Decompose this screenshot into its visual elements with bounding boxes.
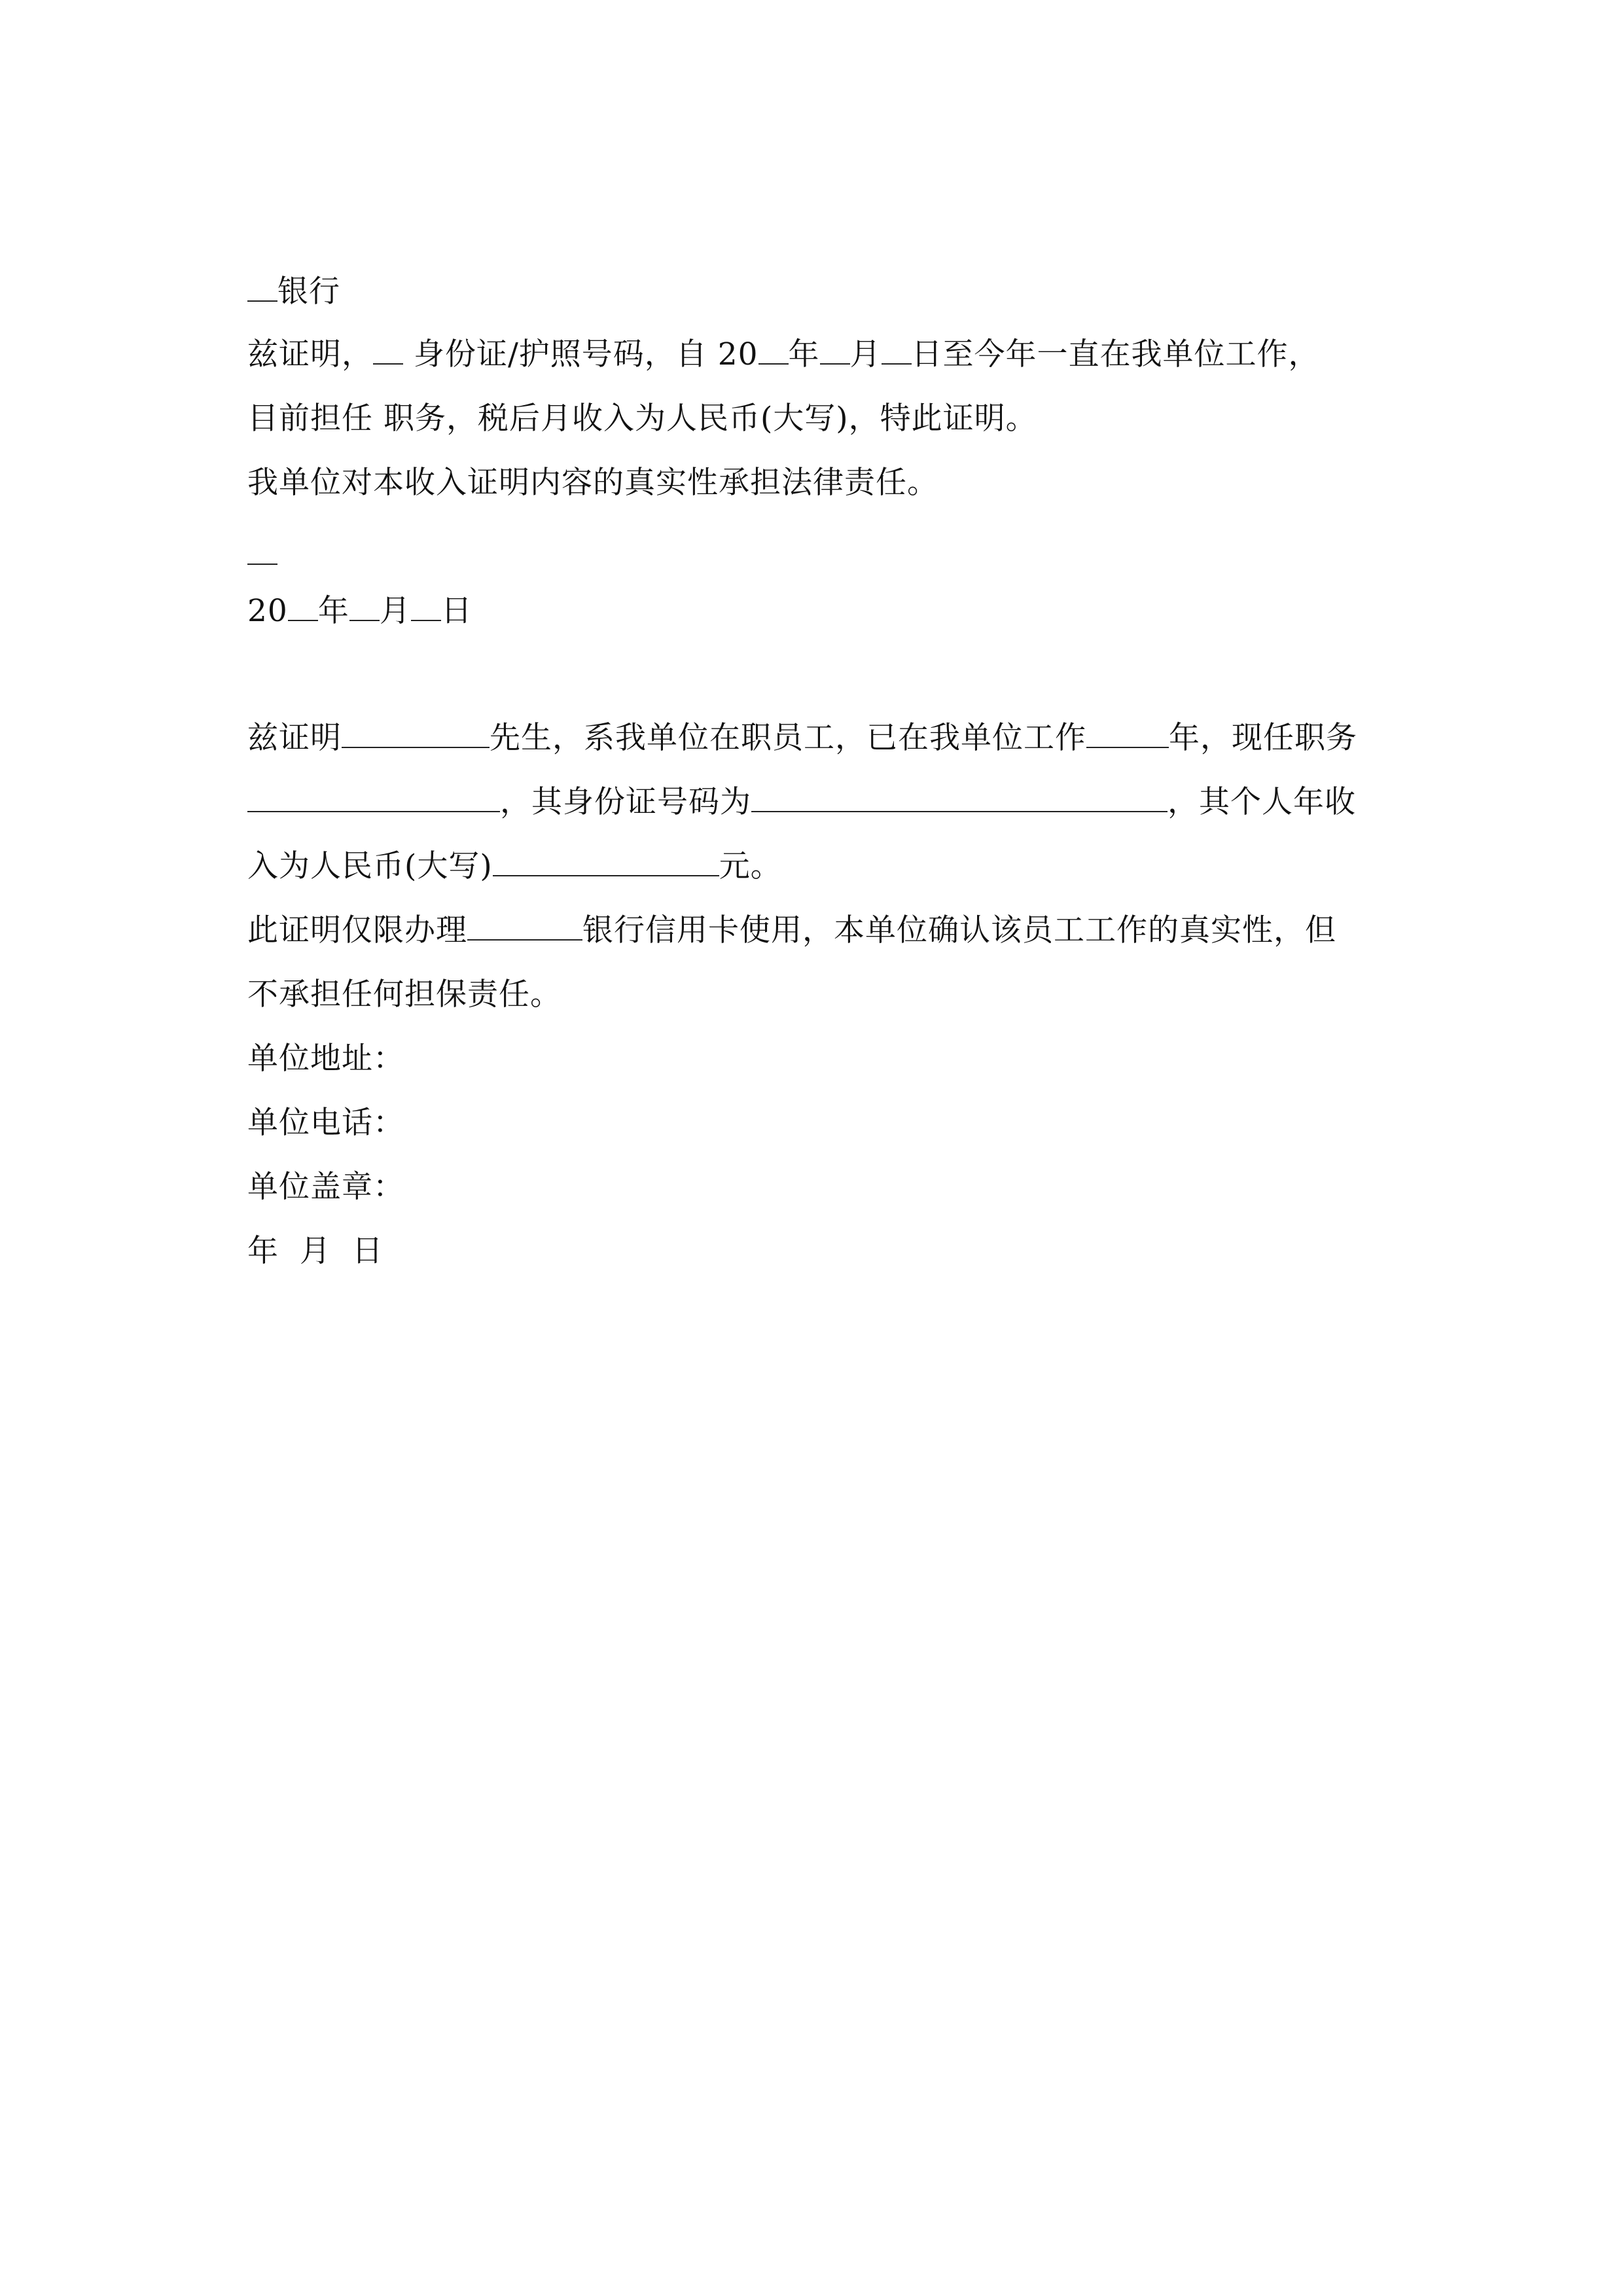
letter1-para2: 我单位对本收入证明内容的真实性承担法律责任。 [247, 465, 938, 501]
company-address-label: 单位地址： [247, 1041, 404, 1077]
company-seal-label: 单位盖章： [247, 1169, 404, 1205]
blank-annual-income [493, 850, 719, 876]
blank-start-month [820, 338, 850, 365]
text-segment: 年 [788, 336, 820, 372]
text-segment: 元。 [719, 848, 782, 884]
blank-id-number [751, 786, 1168, 812]
letter2-line3 [247, 848, 1399, 885]
blank-start-day [882, 338, 912, 365]
bank-line [247, 274, 1399, 310]
blank-position [247, 786, 500, 812]
blank-name [373, 338, 403, 365]
bank-line-text: 银行 [277, 274, 340, 310]
text-segment: 银行信用卡使用，本单位确认该员工工作的真实性，但 [582, 912, 1336, 948]
text-segment: 先生，系我单位在职员工，已在我单位工作 [490, 720, 1086, 756]
blank-bank [467, 914, 582, 941]
letter2-line4 [247, 912, 1399, 949]
blank-years [1086, 722, 1169, 748]
blank-signature [247, 539, 277, 565]
text-segment: 入为人民币(大写) [247, 848, 493, 884]
blank-year [288, 595, 318, 621]
text-segment: 日至今年一直在我单位工作， [911, 336, 1320, 372]
text-segment: 20 [247, 593, 288, 629]
signature-line [247, 537, 1399, 573]
text-segment: ，其个人年收 [1168, 784, 1356, 820]
letter2-line5: 不承担任何担保责任。 [247, 977, 562, 1013]
letter2-date: 年 月 日 [247, 1233, 383, 1269]
text-segment: 月 [379, 593, 411, 629]
letter2-line1 [247, 720, 1399, 757]
text-segment: 月 [849, 336, 882, 372]
blank-employee-name [342, 722, 490, 748]
text-segment: 身份证/护照号码，自 20 [403, 336, 758, 372]
letter1-para1-line2: 目前担任 职务，税后月收入为人民币(大写)，特此证明。 [247, 401, 1037, 437]
letter1-date [247, 593, 1399, 630]
letter1-para1-line1 [247, 336, 1399, 373]
blank-day [411, 595, 441, 621]
company-phone-label: 单位电话： [247, 1105, 404, 1141]
text-segment: 此证明仅限办理 [247, 912, 467, 948]
blank-start-year [758, 338, 789, 365]
text-segment: 日 [440, 593, 473, 629]
blank-month [349, 595, 380, 621]
blank-bank-name [247, 276, 277, 302]
text-segment: 年 [317, 593, 349, 629]
text-segment: ，其身份证号码为 [500, 784, 751, 820]
text-segment: 兹证明 [247, 720, 342, 756]
letter2-line2 [247, 784, 1399, 821]
text-segment: 兹证明， [247, 336, 373, 372]
text-segment: 年，现任职务 [1169, 720, 1357, 756]
